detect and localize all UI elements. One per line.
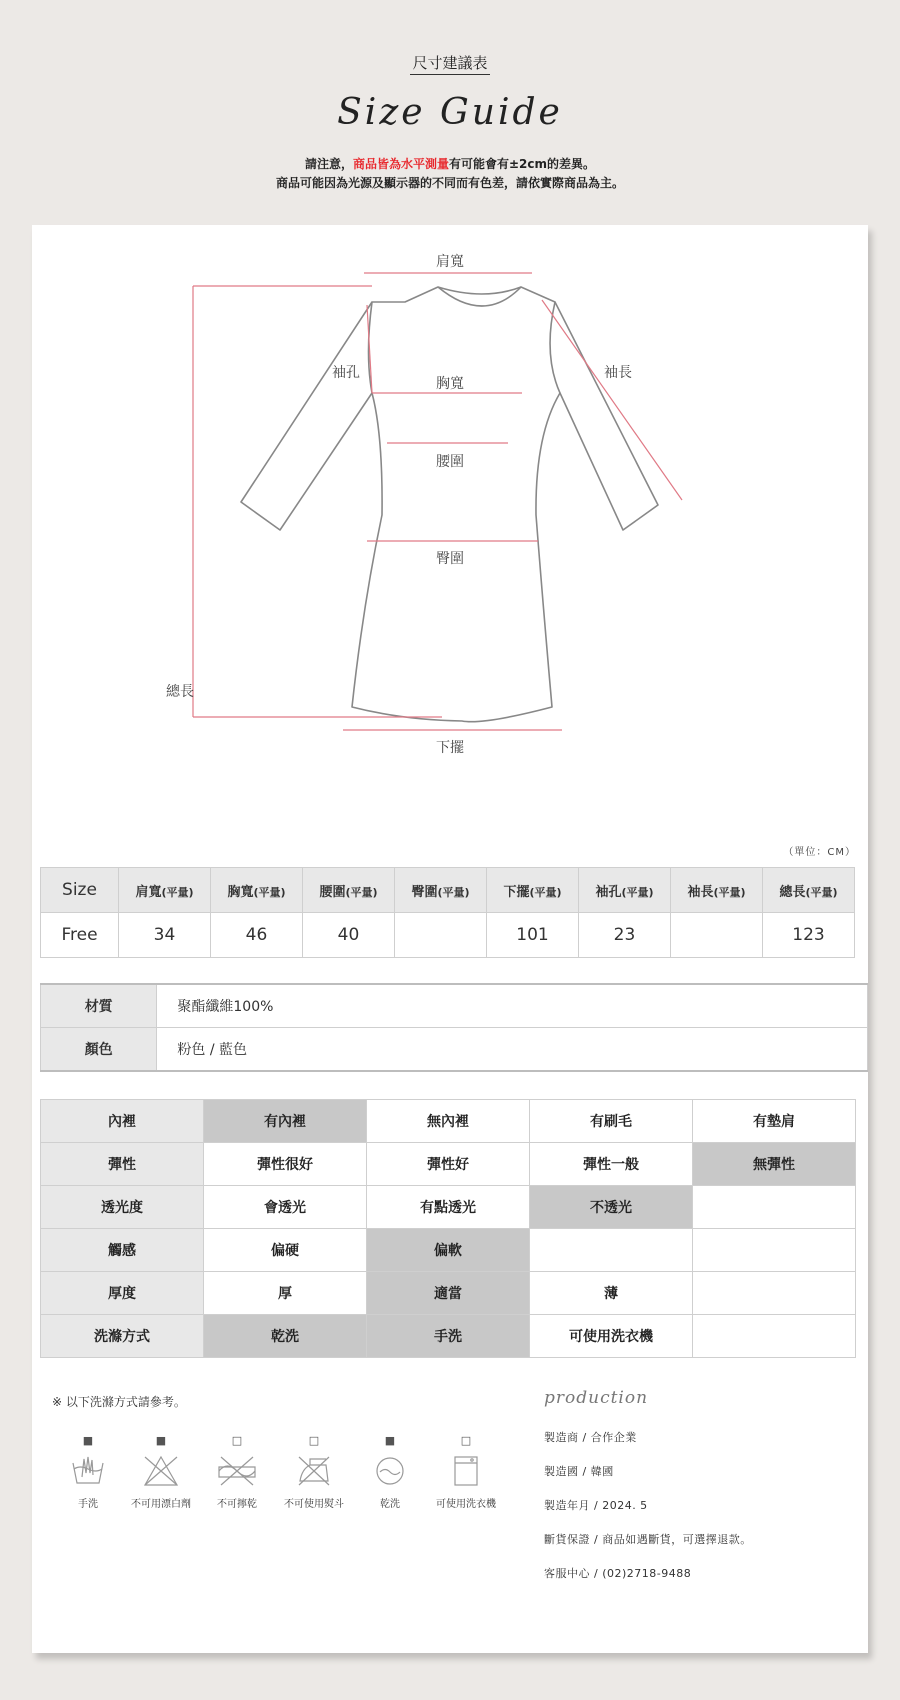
- size-header-cell: 袖長(平量): [671, 868, 763, 913]
- wash-item: [350, 1433, 430, 1510]
- attribute-option: 偏軟: [367, 1229, 530, 1272]
- attribute-option: 可使用洗衣機: [530, 1315, 693, 1358]
- attribute-key: 厚度: [41, 1272, 204, 1315]
- attribute-option: 無內裡: [367, 1100, 530, 1143]
- size-value-cell: [395, 913, 487, 958]
- wash-item: [121, 1433, 201, 1510]
- label-length: 總長: [166, 684, 194, 700]
- material-value: 聚酯纖維100%: [157, 984, 868, 1028]
- label-sleeve: 袖長: [604, 365, 632, 381]
- page-subtitle: 尺寸建議表: [0, 52, 900, 73]
- production-line: 客服中心 / (02)2718-9488: [544, 1567, 692, 1580]
- attribute-option: 不透光: [530, 1186, 693, 1229]
- material-row: [41, 984, 868, 1028]
- attribute-option: 會透光: [204, 1186, 367, 1229]
- wash-label: 乾洗: [380, 1499, 400, 1510]
- size-table-header-row: [41, 868, 855, 913]
- color-row: [41, 1028, 868, 1072]
- attribute-key: 觸感: [41, 1229, 204, 1272]
- size-value-cell: 123: [763, 913, 855, 958]
- attribute-option: 彈性很好: [204, 1143, 367, 1186]
- page-title: Size Guide: [337, 92, 563, 133]
- size-header-cell: Size: [41, 868, 119, 913]
- size-header-cell: 下擺(平量): [487, 868, 579, 913]
- attribute-option: 乾洗: [204, 1315, 367, 1358]
- size-name-cell: Free: [41, 913, 119, 958]
- wash-label: 不可用漂白劑: [131, 1499, 191, 1510]
- material-table: [40, 983, 868, 1072]
- attribute-option: 有墊肩: [693, 1100, 856, 1143]
- attribute-option: [693, 1186, 856, 1229]
- attribute-option: 偏硬: [204, 1229, 367, 1272]
- label-waist: 腰圍: [436, 454, 464, 470]
- production-line: 製造商 / 合作企業: [544, 1431, 637, 1444]
- size-value-cell: [671, 913, 763, 958]
- label-hem: 下擺: [436, 740, 464, 756]
- production-line: 斷貨保證 / 商品如遇斷貨，可選擇退款。: [544, 1533, 752, 1546]
- material-key: 材質: [41, 984, 157, 1028]
- wash-check: ■: [384, 1434, 396, 1447]
- size-value-cell: 46: [211, 913, 303, 958]
- production-title: production: [544, 1388, 649, 1408]
- size-value-cell: 23: [579, 913, 671, 958]
- attribute-option: 薄: [530, 1272, 693, 1315]
- production-line: 製造國 / 韓國: [544, 1465, 614, 1478]
- washing-machine-icon: [426, 1455, 506, 1491]
- hand-wash-icon: [48, 1455, 128, 1491]
- wash-check: □: [231, 1434, 243, 1447]
- attribute-key: 彈性: [41, 1143, 204, 1186]
- wash-label: 手洗: [78, 1499, 98, 1510]
- size-value-cell: 101: [487, 913, 579, 958]
- label-shoulder: 肩寬: [436, 254, 464, 270]
- attribute-option: 手洗: [367, 1315, 530, 1358]
- attribute-key: 透光度: [41, 1186, 204, 1229]
- attribute-option: 有刷毛: [530, 1100, 693, 1143]
- wash-check: □: [460, 1434, 472, 1447]
- attribute-table: [40, 1099, 856, 1358]
- size-header-cell: 腰圍(平量): [303, 868, 395, 913]
- wash-label: 可使用洗衣機: [436, 1499, 496, 1510]
- size-guide-card: [32, 225, 868, 1653]
- label-chest: 胸寬: [436, 376, 464, 392]
- size-header-cell: 臀圍(平量): [395, 868, 487, 913]
- attribute-row: [41, 1100, 856, 1143]
- attribute-option: 厚: [204, 1272, 367, 1315]
- wash-item: [48, 1433, 128, 1510]
- label-armhole: 袖孔: [332, 365, 360, 381]
- attribute-option: [530, 1229, 693, 1272]
- wash-check: ■: [155, 1434, 167, 1447]
- size-header-cell: 胸寬(平量): [211, 868, 303, 913]
- attribute-key: 洗滌方式: [41, 1315, 204, 1358]
- production-line: 製造年月 / 2024. 5: [544, 1499, 648, 1512]
- wash-label: 不可使用熨斗: [284, 1499, 344, 1510]
- attribute-option: 無彈性: [693, 1143, 856, 1186]
- attribute-option: 有點透光: [367, 1186, 530, 1229]
- attribute-option: 有內裡: [204, 1100, 367, 1143]
- attribute-row: [41, 1272, 856, 1315]
- size-table-row: [41, 913, 855, 958]
- unit-note: （單位：CM）: [783, 847, 856, 858]
- size-header-cell: 總長(平量): [763, 868, 855, 913]
- attribute-row: [41, 1229, 856, 1272]
- attribute-key: 內裡: [41, 1100, 204, 1143]
- attribute-option: [693, 1272, 856, 1315]
- attribute-option: [693, 1229, 856, 1272]
- attribute-option: [693, 1315, 856, 1358]
- dry-clean-icon: [350, 1455, 430, 1491]
- attribute-row: [41, 1143, 856, 1186]
- wash-item: [274, 1433, 354, 1510]
- wash-item: [426, 1433, 506, 1510]
- attribute-row: [41, 1315, 856, 1358]
- no-iron-icon: [274, 1455, 354, 1491]
- no-bleach-icon: [121, 1455, 201, 1491]
- measurement-notice: 請注意，商品皆為水平測量有可能會有±2cm的差異。 商品可能因為光源及顯示器的不同而有色差，請依實際商品為主。: [275, 157, 624, 190]
- size-table: [40, 867, 855, 958]
- attribute-option: 彈性好: [367, 1143, 530, 1186]
- color-value: 粉色 / 藍色: [157, 1028, 868, 1072]
- wash-label: 不可擰乾: [217, 1499, 257, 1510]
- wash-check: ■: [82, 1434, 94, 1447]
- wash-note: ※ 以下洗滌方式請參考。: [52, 1395, 186, 1409]
- no-wring-icon: [197, 1455, 277, 1491]
- color-key: 顏色: [41, 1028, 157, 1072]
- wash-item: [197, 1433, 277, 1510]
- attribute-option: 適當: [367, 1272, 530, 1315]
- wash-check: □: [308, 1434, 320, 1447]
- dress-diagram: [32, 225, 868, 845]
- label-hip: 臀圍: [436, 551, 464, 567]
- size-value-cell: 34: [119, 913, 211, 958]
- size-header-cell: 袖孔(平量): [579, 868, 671, 913]
- size-header-cell: 肩寬(平量): [119, 868, 211, 913]
- size-value-cell: 40: [303, 913, 395, 958]
- attribute-row: [41, 1186, 856, 1229]
- attribute-option: 彈性一般: [530, 1143, 693, 1186]
